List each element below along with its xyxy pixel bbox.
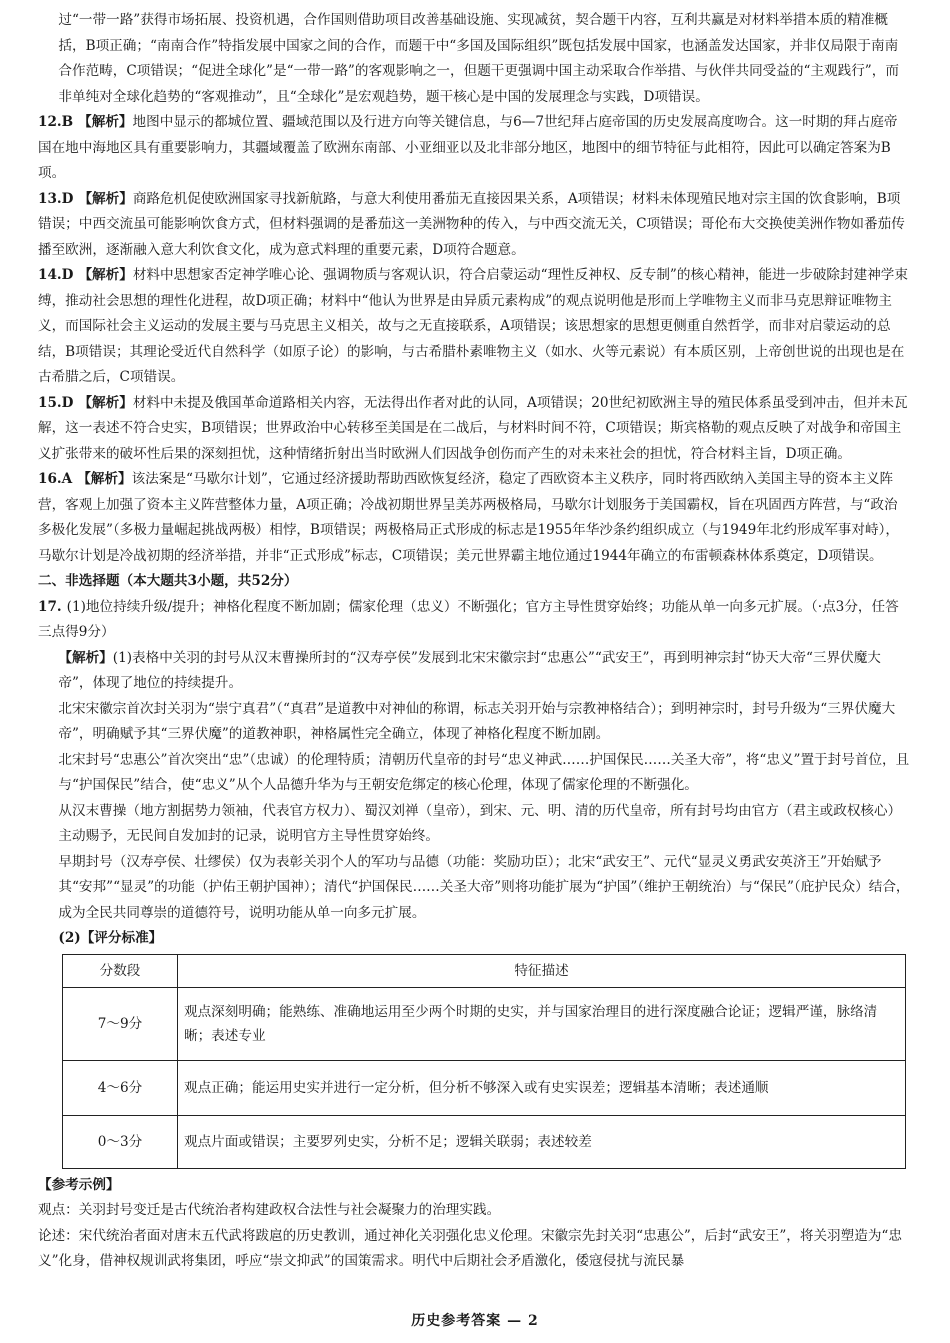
description-cell: 观点片面或错误；主要罗列史实，分析不足；逻辑关联弱；表述较差	[178, 1115, 906, 1168]
description-cell: 观点正确；能运用史实并进行一定分析，但分析不够深入或有史实误差；逻辑基本清晰；表述通顺	[178, 1060, 906, 1115]
question-16	[38, 467, 910, 569]
q17-part2-label: (2)【评分标准】	[58, 930, 163, 946]
table-row	[63, 1115, 906, 1168]
q15-analysis: 材料中未提及俄国革命道路相关内容，无法得出作者对此的认同，A项错误；20世纪初欧洲主导的殖民体系虽受到冲击，但并未瓦解，这一表述不符合史实，B项错误；世界政治中心转移至美国是在二战后，与材料时间不符，C项错误；斯宾格勒的观点反映了对战争和帝国主义扩张带来的破坏性后果的深刻担忧，这种情绪折射出当时欧洲人们因战争创伤而产生的对未来社会的担忧，符合材料主旨，D项正确。	[38, 394, 908, 462]
q15-answer: 15.D	[38, 394, 74, 411]
q12-analysis-tag: 【解析】	[78, 114, 133, 130]
q17-analysis-tag: 【解析】	[58, 649, 113, 666]
q13-answer: 13.D	[38, 190, 74, 207]
q17-analysis-3: 北宋封号“忠惠公”首次突出“忠”（忠诚）的伦理特质；清朝历代皇帝的封号“忠义神武……护国保民……关圣大帝”，将“忠义”置于封号首位，且与“护国保民”结合，使“忠义”从个人品德升华为与王朝安危绑定的核心伦理，体现了儒家伦理的不断强化。	[58, 751, 910, 793]
header-score-range: 分数段	[63, 954, 178, 987]
question-17	[38, 595, 910, 1275]
q17-analysis-1: (1)表格中关羽的封号从汉末曹操所封的“汉寿亭侯”发展到北宋宋徽宗封“忠惠公”“武安王”，再到明神宗封“协天大帝“三界伏魔大帝”，体现了地位的持续提升。	[58, 649, 881, 691]
answer-content	[38, 8, 910, 1275]
question-14	[38, 263, 910, 391]
page-footer: 历史参考答案 — 2	[411, 1313, 539, 1329]
table-row	[63, 1060, 906, 1115]
score-range-cell: 4～6分	[63, 1060, 178, 1115]
q15-analysis-tag: 【解析】	[78, 394, 133, 411]
question-12	[38, 110, 910, 187]
question-13	[38, 187, 910, 264]
q16-answer: 16.A	[38, 471, 73, 487]
q17-example-view: 观点：关羽封号变迁是古代统治者构建政权合法性与社会凝聚力的治理实践。	[38, 1202, 501, 1218]
q12-analysis: 地图中显示的都城位置、疆域范围以及行进方向等关键信息，与6—7世纪拜占庭帝国的历史发展高度吻合。这一时期的拜占庭帝国在地中海地区具有重要影响力，其疆域覆盖了欧洲东南部、小亚细亚以及北非部分地区，地图中的细节特征与此相符，因此可以确定答案为B项。	[38, 114, 898, 181]
q17-analysis-5: 早期封号（汉寿亭侯、壮缪侯）仅为表彰关羽个人的军功与品德（功能：奖励功臣）；北宋“武安王”、元代“显灵义勇武安英济王”开始赋予其“安邦”“显灵”的功能（护佑王朝护国神）；清代“护国保民……关圣大帝”则将功能扩展为“护国”（维护王朝统治）与“保民”（庇护民众）结合，成为全民共同尊崇的道德符号，说明功能从单一向多元扩展。	[58, 853, 910, 921]
q12-answer: 12.B	[38, 114, 74, 130]
q14-analysis-tag: 【解析】	[78, 267, 133, 283]
header-description: 特征描述	[178, 954, 906, 987]
q16-analysis-tag: 【解析】	[77, 471, 132, 487]
q13-analysis-tag: 【解析】	[78, 190, 133, 207]
q17-analysis-4: 从汉末曹操（地方割据势力领袖，代表官方权力）、蜀汉刘禅（皇帝），到宋、元、明、清的历代皇帝，所有封号均由官方（君主或政权核心）主动赐予，无民间自发加封的记录，说明官方主导性贯穿始终。	[58, 802, 902, 844]
q14-analysis: 材料中思想家否定神学唯心论、强调物质与客观认识，符合启蒙运动“理性反神权、反专制”的核心精神，能进一步破除封建神学束缚，推动社会思想的理性化进程，故D项正确；材料中“他认为世界是由异质元素构成”的观点说明他是形而上学唯物主义而非马克思辩证唯物主义，而国际社会主义运动的发展主要与马克思主义相关，故与之无直接联系，A项错误；该思想家的思想更侧重自然哲学，而非对启蒙运动的总结，B项错误；其理论受近代自然科学（如原子论）的影响，与古希腊朴素唯物主义（如水、火等元素说）有本质区别，上帝创世说的出现也是在古希腊之后，C项错误。	[38, 267, 908, 385]
q17-example-tag: 【参考示例】	[38, 1176, 120, 1193]
q16-analysis: 该法案是“马歇尔计划”，它通过经济援助帮助西欧恢复经济，稳定了西欧资本主义秩序，同时将西欧纳入美国主导的资本主义阵营，客观上加强了资本主义阵营整体力量，A项正确；冷战初期世界呈美苏两极格局，马歇尔计划服务于美国霸权，旨在巩固西方阵营，与“政治多极化发展”（多极力量崛起挑战两极）相悖，B项错误；两极格局正式形成的标志是1955年华沙条约组织成立（与1949年北约形成军事对峙），马歇尔计划是冷战初期的经济举措，并非“正式形成”标志，C项错误；美元世界霸主地位通过1944年确立的布雷顿森林体系奠定，D项错误。	[38, 471, 899, 564]
q17-analysis-2: 北宋宋徽宗首次封关羽为“崇宁真君”（“真君”是道教中对神仙的称谓，标志关羽开始与宗教神格结合）；到明神宗时，封号升级为“三界伏魔大帝”，明确赋予其“三界伏魔”的道教神职，神格属性完全确立，体现了神格化程度不断加剧。	[58, 700, 896, 742]
q17-number: 17.	[38, 598, 62, 615]
score-range-cell: 7～9分	[63, 987, 178, 1060]
q13-analysis: 商路危机促使欧洲国家寻找新航路，与意大利使用番茄无直接因果关系，A项错误；材料未体现殖民地对宗主国的饮食影响，B项错误；中西交流虽可能影响饮食方式，但材料强调的是番茄这一美洲物种的传入，与中西交流无关，C项错误；哥伦布大交换使美洲作物如番茄传播至欧洲，逐渐融入意大利饮食文化，成为意式料理的重要元素，D项符合题意。	[38, 190, 905, 258]
description-cell: 观点深刻明确；能熟练、准确地运用至少两个时期的史实，并与国家治理目的进行深度融合论证；逻辑严谨，脉络清晰；表述专业	[178, 987, 906, 1060]
q17-part1-answer: (1)地位持续升级/提升；神格化程度不断加剧；儒家伦理（忠义）不断强化；官方主导性贯穿始终；功能从单一向多元扩展。（·点3分，任答三点得9分）	[38, 598, 899, 640]
q17-example-argument: 论述：宋代统治者面对唐末五代武将跋扈的历史教训，通过神化关羽强化忠义伦理。宋徽宗先封关羽“忠惠公”，后封“武安王”，将关羽塑造为“忠义”化身，借神权规训武将集团，呼应“崇文抑武”的国策需求。明代中后期社会矛盾激化，倭寇侵扰与流民暴	[38, 1227, 902, 1269]
scoring-table	[62, 954, 906, 1169]
scoring-table-header	[63, 954, 906, 987]
q11-continuation: 过“一带一路”获得市场拓展、投资机遇，合作国则借助项目改善基础设施、实现减贫，契合题干内容，互利共赢是对材料举措本质的精准概括，B项正确；“南南合作”特指发展中国家之间的合作，而题干中“多国及国际组织”既包括发展中国家，也涵盖发达国家，并非仅局限于南南合作范畴，C项错误；“促进全球化”是“一带一路”的客观影响之一，但题干更强调中国主动采取合作举措、与伙伴共同受益的“主观践行”，而非单纯对全球化趋势的“客观推动”，且“全球化”是宏观趋势，题干核心是中国的发展理念与实践，D项错误。	[58, 12, 899, 105]
section-heading: 二、非选择题（本大题共3小题，共52分）	[38, 573, 298, 589]
score-range-cell: 0～3分	[63, 1115, 178, 1168]
q14-answer: 14.D	[38, 267, 74, 283]
question-15	[38, 391, 910, 468]
table-row	[63, 987, 906, 1060]
